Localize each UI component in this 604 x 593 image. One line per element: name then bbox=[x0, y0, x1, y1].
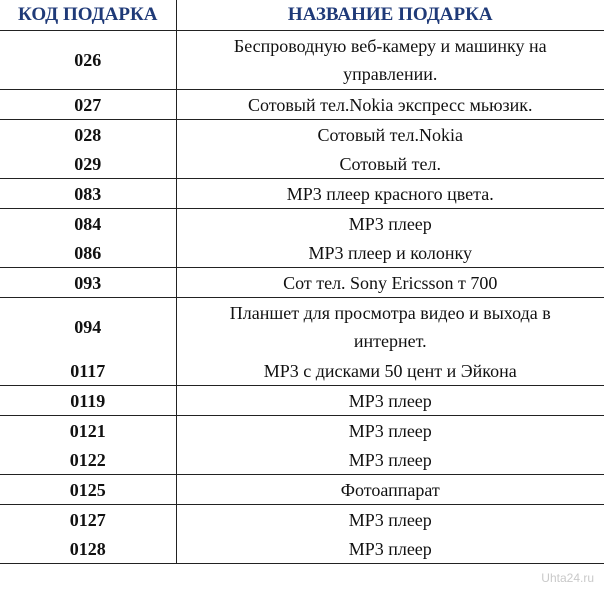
gift-name: MP3 плеер bbox=[176, 534, 604, 564]
table-row bbox=[0, 386, 604, 416]
table-row bbox=[0, 356, 604, 386]
table-row bbox=[0, 416, 604, 446]
gift-code: 0128 bbox=[0, 534, 176, 564]
table-row bbox=[0, 445, 604, 475]
table-row bbox=[0, 179, 604, 209]
gift-code: 0121 bbox=[0, 416, 176, 446]
gift-code: 094 bbox=[0, 298, 176, 357]
table-row bbox=[0, 31, 604, 90]
table-row bbox=[0, 90, 604, 120]
gift-name: Планшет для просмотра видео и выхода в интернет. bbox=[176, 298, 604, 357]
gift-name: Сот тел. Sony Ericsson т 700 bbox=[176, 268, 604, 298]
gift-name: MP3 с дисками 50 цент и Эйкона bbox=[176, 356, 604, 386]
gift-name: MP3 плеер красного цвета. bbox=[176, 179, 604, 209]
gift-code: 086 bbox=[74, 242, 102, 263]
table-row bbox=[0, 298, 604, 357]
gift-name: Фотоаппарат bbox=[176, 475, 604, 505]
gift-name: MP3 плеер bbox=[176, 209, 604, 239]
table-row bbox=[0, 209, 604, 239]
gift-code: 084 bbox=[0, 209, 176, 239]
table-row bbox=[0, 505, 604, 535]
gift-code: 0127 bbox=[0, 505, 176, 535]
gift-code: 028 bbox=[0, 120, 176, 150]
gift-code: 0119 bbox=[0, 386, 176, 416]
gift-name: MP3 плеер bbox=[176, 416, 604, 446]
gift-code: 0122 bbox=[69, 449, 106, 470]
gift-code: 026 bbox=[0, 31, 176, 90]
table-header-row bbox=[0, 0, 604, 31]
gift-code: 029 bbox=[74, 153, 102, 174]
site-watermark: Uhta24.ru bbox=[541, 571, 594, 585]
gift-name: MP3 плеер и колонку bbox=[176, 238, 604, 268]
table-row bbox=[0, 238, 604, 268]
table-row bbox=[0, 475, 604, 505]
table-row bbox=[0, 120, 604, 150]
table-row bbox=[0, 268, 604, 298]
gift-name: MP3 плеер bbox=[176, 386, 604, 416]
gift-code: 093 bbox=[0, 268, 176, 298]
gift-name: Сотовый тел.Nokia экспресс мьюзик. bbox=[176, 90, 604, 120]
gift-code: 0117 bbox=[70, 360, 106, 381]
column-header-code: КОД ПОДАРКА bbox=[18, 4, 158, 25]
gift-code: 083 bbox=[0, 179, 176, 209]
gift-code: 0125 bbox=[0, 475, 176, 505]
gift-name: MP3 плеер bbox=[176, 445, 604, 475]
gift-name: Сотовый тел.Nokia bbox=[176, 120, 604, 150]
gift-name: Сотовый тел. bbox=[176, 149, 604, 179]
gift-name: Беспроводную веб-камеру и машинку на управлении. bbox=[176, 31, 604, 90]
table-row bbox=[0, 149, 604, 179]
gift-name: MP3 плеер bbox=[176, 505, 604, 535]
column-header-name: НАЗВАНИЕ ПОДАРКА bbox=[176, 0, 604, 31]
table-row bbox=[0, 534, 604, 564]
gift-code: 027 bbox=[0, 90, 176, 120]
